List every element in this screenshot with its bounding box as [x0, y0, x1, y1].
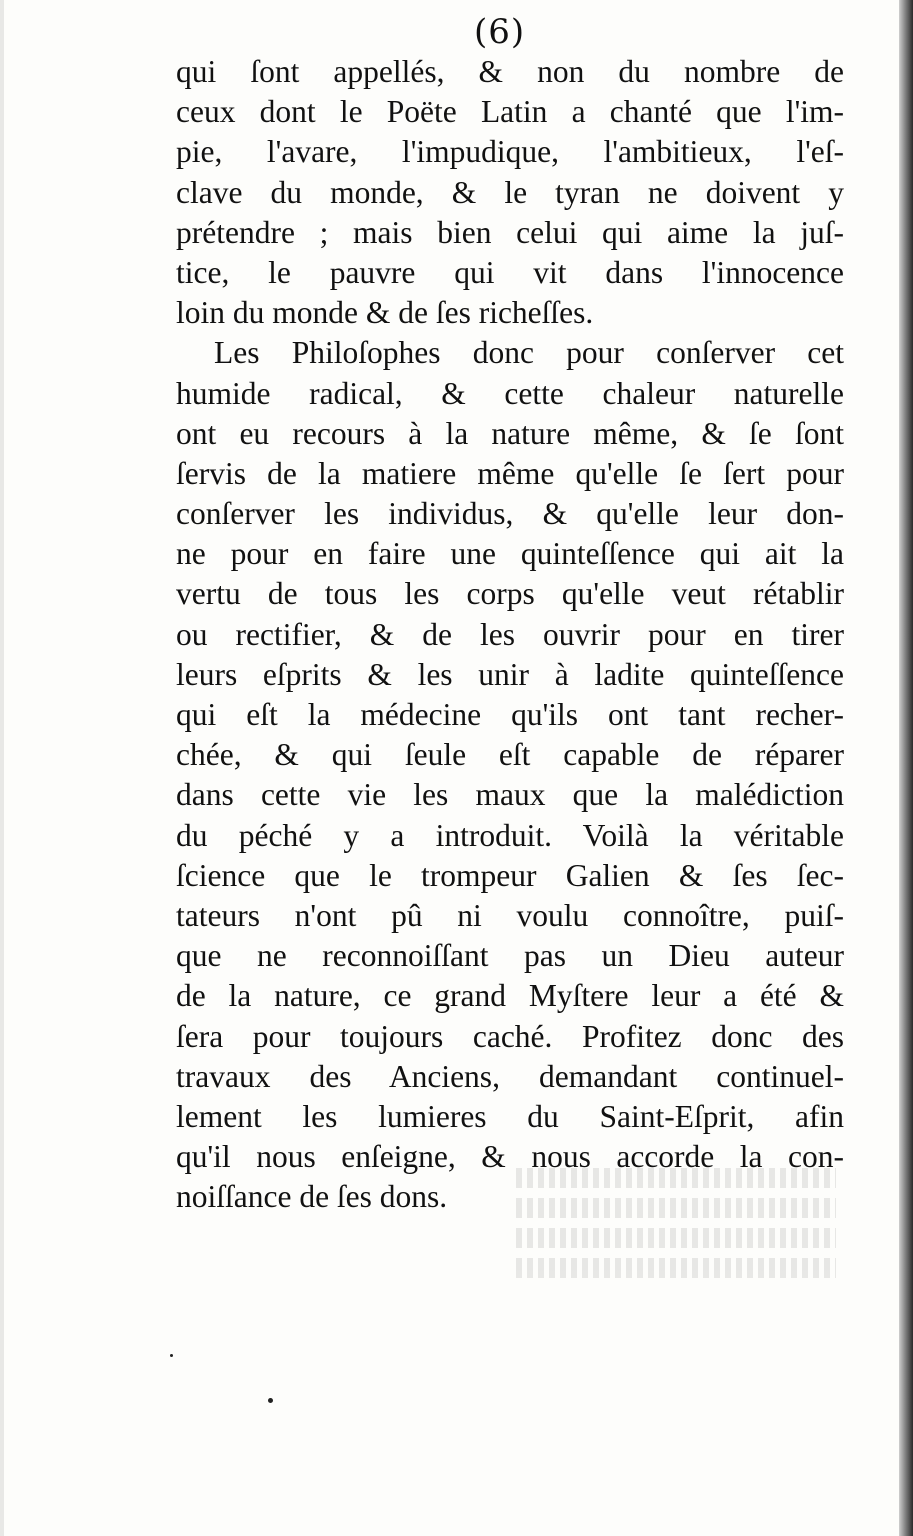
- text-line: conſerver les individus, & qu'elle leur don-: [176, 496, 844, 532]
- page-left-margin: [0, 0, 4, 1536]
- body-text: [176, 52, 844, 1217]
- text-line: chée, & qui ſeule eſt capable de réparer: [176, 737, 844, 773]
- text-line: ou rectifier, & de les ouvrir pour en tirer: [176, 616, 844, 652]
- text-line: qu'il nous enſeigne, & nous accorde la con-: [176, 1139, 844, 1175]
- text-line: travaux des Anciens, demandant continuel-: [176, 1058, 844, 1094]
- text-line: ceux dont le Poëte Latin a chanté que l'im-: [176, 94, 844, 130]
- text-line: dans cette vie les maux que la malédiction: [176, 777, 844, 813]
- text-line: prétendre ; mais bien celui qui aime la juſ-: [176, 214, 844, 250]
- text-line: ſcience que le trompeur Galien & ſes ſec-: [176, 857, 844, 893]
- paragraph-start-line: Les Philoſophes donc pour conſerver cet: [214, 335, 844, 371]
- text-line: ſervis de la matiere même qu'elle ſe ſert pour: [176, 455, 844, 491]
- text-line: tice, le pauvre qui vit dans l'innocence: [176, 254, 844, 290]
- text-line: lement les lumieres du Saint-Eſprit, afin: [176, 1098, 844, 1134]
- paragraph-end-line: noiſſance de ſes dons.: [176, 1179, 448, 1215]
- text-line: humide radical, & cette chaleur naturelle: [176, 375, 844, 411]
- text-line: du péché y a introduit. Voilà la véritable: [176, 817, 844, 853]
- page-binding-shadow: [899, 0, 913, 1536]
- text-line: ſera pour toujours caché. Profitez donc des: [176, 1018, 844, 1054]
- text-line: qui eſt la médecine qu'ils ont tant recher-: [176, 697, 844, 732]
- text-line: ne pour en faire une quinteſſence qui ait la: [176, 536, 844, 572]
- page-number: (6): [474, 12, 526, 52]
- text-line: vertu de tous les corps qu'elle veut rétablir: [176, 576, 844, 612]
- text-line: de la nature, ce grand Myſtere leur a été &: [176, 978, 844, 1014]
- text-line: qui ſont appellés, & non du nombre de: [176, 54, 844, 89]
- paragraph-end-line: loin du monde & de ſes richeſſes.: [176, 295, 594, 331]
- text-line: pie, l'avare, l'impudique, l'ambitieux, l'eſ-: [176, 134, 844, 170]
- show-through-text: [516, 1168, 836, 1318]
- text-line: que ne reconnoiſſant pas un Dieu auteur: [176, 938, 844, 974]
- text-line: clave du monde, & le tyran ne doivent y: [176, 174, 844, 210]
- text-line: leurs eſprits & les unir à ladite quinteſſence: [176, 656, 844, 692]
- ink-speck: [268, 1398, 273, 1403]
- text-line: tateurs n'ont pû ni voulu connoître, puiſ-: [176, 897, 844, 933]
- ink-speck: [170, 1354, 173, 1357]
- text-line: ont eu recours à la nature même, & ſe ſont: [176, 415, 844, 451]
